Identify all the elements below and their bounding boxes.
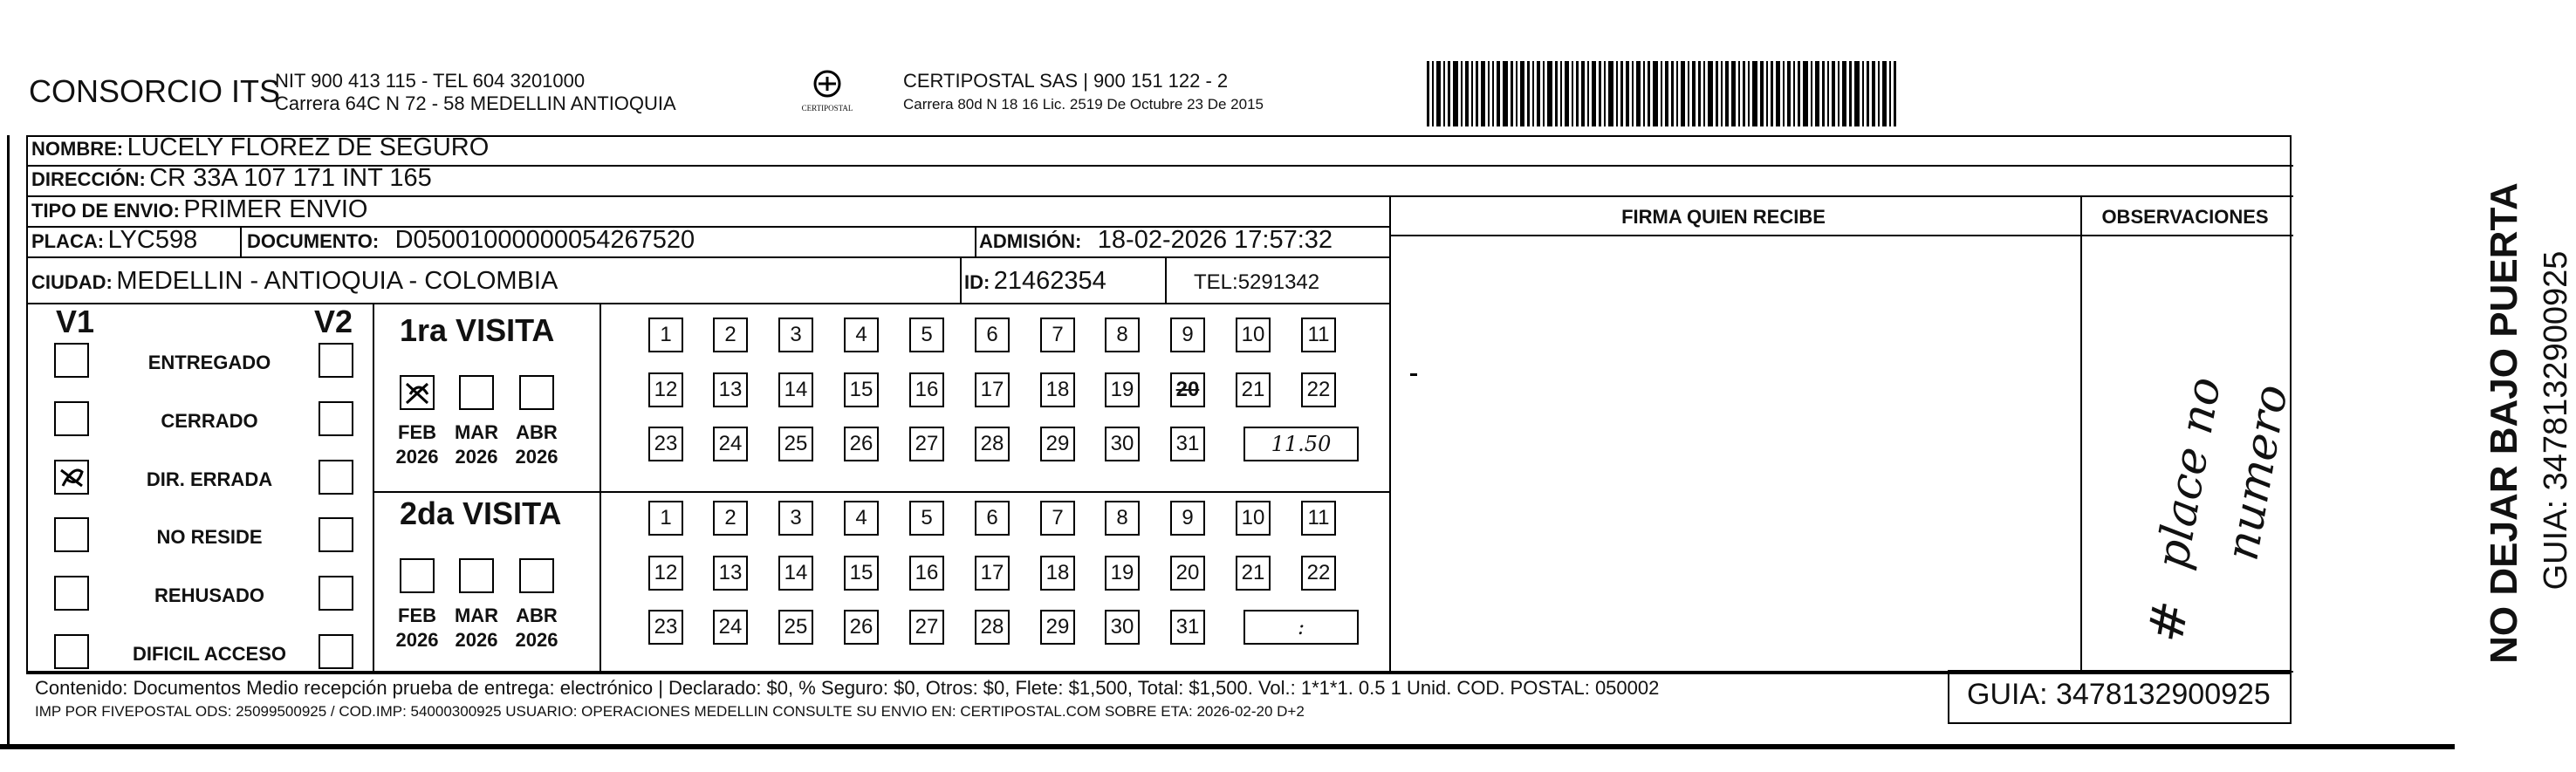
barcode-bar	[1738, 61, 1740, 126]
barcode-bar	[1703, 61, 1705, 126]
v2-checkbox[interactable]	[319, 634, 353, 669]
day-box[interactable]: 8	[1105, 501, 1140, 536]
day-box[interactable]: 10	[1236, 501, 1271, 536]
v1-header: V1	[56, 304, 95, 339]
certipostal-info	[903, 70, 1264, 113]
barcode-bar	[1643, 61, 1645, 126]
barcode-bar	[1872, 61, 1875, 126]
day-box[interactable]: 26	[844, 610, 879, 645]
barcode-bar	[1731, 61, 1736, 126]
day-box[interactable]: 25	[778, 610, 813, 645]
barcode-bar	[1520, 61, 1524, 126]
barcode-bar	[1448, 61, 1450, 126]
status-option-label: ENTREGADO	[147, 352, 271, 373]
barcode-bar	[1481, 61, 1485, 126]
month-year: 2026	[515, 629, 558, 651]
barcode-bar	[1555, 61, 1558, 126]
day-box[interactable]: 1	[648, 318, 683, 352]
barcode-bar	[1608, 61, 1613, 126]
day-box[interactable]: 5	[909, 501, 944, 536]
day-box[interactable]: 21	[1236, 556, 1271, 591]
placa-row	[31, 226, 197, 255]
barcode-bar	[1793, 61, 1795, 126]
day-box[interactable]: 11	[1301, 501, 1336, 536]
v2-checkbox[interactable]	[319, 576, 353, 611]
day-box[interactable]: 26	[844, 427, 879, 461]
barcode-bar	[1803, 61, 1808, 126]
barcode-bar	[1827, 61, 1829, 126]
day-box[interactable]: 31	[1170, 610, 1205, 645]
status-option-label: DIFICIL ACCESO	[132, 643, 286, 665]
barcode-bar	[1665, 61, 1668, 126]
nombre-row	[31, 133, 489, 162]
side-guia: GUIA: 3478132900925	[2538, 250, 2574, 591]
status-option-label: NO RESIDE	[156, 526, 263, 548]
barcode-bar	[1565, 61, 1569, 126]
barcode-bar	[1692, 61, 1696, 126]
day-box[interactable]: 8	[1105, 318, 1140, 352]
day-box[interactable]: 14	[778, 372, 813, 407]
barcode-bar	[1587, 61, 1589, 126]
nombre-label: NOMBRE:	[31, 138, 124, 160]
barcode-bar	[1716, 61, 1718, 126]
direccion-label: DIRECCIÓN:	[31, 168, 146, 190]
bottom-border	[0, 744, 2455, 749]
day-box[interactable]: 22	[1301, 372, 1336, 407]
day-box[interactable]: 4	[844, 318, 879, 352]
barcode-bar	[1537, 61, 1540, 126]
month-name: MAR	[454, 421, 499, 443]
month-name: ABR	[516, 605, 558, 626]
day-box[interactable]: 5	[909, 318, 944, 352]
barcode-bar	[1878, 61, 1880, 126]
barcode-bar	[1443, 61, 1445, 126]
day-box[interactable]: 17	[975, 556, 1010, 591]
barcode-bar	[1798, 61, 1800, 126]
barcode-bar	[1427, 61, 1429, 126]
barcode-bar	[1453, 61, 1458, 126]
barcode-bar	[1862, 61, 1864, 126]
company-contact	[275, 70, 676, 115]
day-box[interactable]: 12	[648, 556, 683, 591]
barcode-bar	[1572, 61, 1573, 126]
second-visit-title: 2da VISITA	[400, 495, 562, 531]
month-label	[391, 420, 443, 469]
barcode-bar	[1461, 61, 1463, 126]
day-box[interactable]: 15	[844, 372, 879, 407]
company-name: CONSORCIO ITS	[29, 73, 281, 109]
barcode-bar	[1599, 61, 1601, 126]
barcode-bar	[1832, 61, 1835, 126]
barcode-bar	[1688, 61, 1689, 126]
barcode	[1427, 61, 2112, 126]
first-visit-title: 1ra VISITA	[400, 312, 555, 348]
day-box[interactable]: 25	[778, 427, 813, 461]
barcode-bar	[1632, 61, 1634, 126]
barcode-bar	[1465, 61, 1469, 126]
ciudad-row	[31, 267, 558, 296]
month-year: 2026	[515, 446, 558, 468]
id-row	[964, 267, 1106, 296]
day-box[interactable]: 3	[778, 501, 813, 536]
footer-imp: IMP POR FIVEPOSTAL ODS: 25099500925 / COD.IMP: 54000300925 USUARIO: OPERACIONES MEDELLIN CONSULTE SU ENVIO EN: CERTIPOSTAL.COM SOBRE ETA: 2026-02-20 D+2	[35, 703, 1305, 720]
observaciones-header: OBSERVACIONES	[2101, 206, 2269, 228]
day-box[interactable]: 9	[1170, 501, 1205, 536]
nit-line: NIT 900 413 115 - TEL 604 3201000	[275, 70, 586, 92]
month-label	[510, 604, 563, 652]
barcode-bar	[1842, 61, 1846, 126]
barcode-bar	[1766, 61, 1768, 126]
day-box[interactable]: 1	[648, 501, 683, 536]
day-box[interactable]: 4	[844, 501, 879, 536]
tipo-value: PRIMER ENVIO	[183, 195, 368, 223]
barcode-bar	[1854, 61, 1860, 126]
day-box[interactable]: 24	[713, 427, 748, 461]
v2-header: V2	[314, 304, 353, 339]
month-checkbox[interactable]	[400, 558, 435, 593]
barcode-bar	[1620, 61, 1623, 126]
certipostal-address: Carrera 80d N 18 16 Lic. 2519 De Octubre 23 De 2015	[903, 96, 1264, 113]
barcode-bar	[1516, 61, 1518, 126]
status-option-label: DIR. ERRADA	[146, 468, 273, 490]
barcode-bar	[1708, 61, 1713, 126]
tipo-row	[31, 195, 367, 224]
month-year: 2026	[455, 446, 498, 468]
admision-value: 18-02-2026 17:57:32	[1097, 226, 1333, 254]
barcode-bar	[1532, 61, 1534, 126]
barcode-bar	[1432, 61, 1434, 126]
month-label	[450, 420, 503, 469]
certipostal-line: CERTIPOSTAL SAS | 900 151 122 - 2	[903, 70, 1229, 92]
barcode-bar	[1776, 61, 1780, 126]
certipostal-logo	[792, 68, 862, 113]
day-box[interactable]: 2	[713, 318, 748, 352]
barcode-bar	[1752, 61, 1757, 126]
day-box[interactable]: 3	[778, 318, 813, 352]
barcode-bar	[1787, 61, 1791, 126]
barcode-bar	[1760, 61, 1764, 126]
barcode-bar	[1882, 61, 1887, 126]
ciudad-value: MEDELLIN - ANTIOQUIA - COLOMBIA	[116, 267, 558, 295]
observation-hash: #	[2137, 596, 2201, 647]
barcode-bar	[1604, 61, 1606, 126]
day-box[interactable]: 6	[975, 501, 1010, 536]
month-name: MAR	[454, 605, 499, 626]
observation-note-1: place no	[2146, 372, 2232, 574]
admision-row	[979, 226, 1333, 255]
placa-label: PLACA:	[31, 230, 105, 252]
v1-checkbox[interactable]	[54, 634, 89, 669]
barcode-bar	[1560, 61, 1562, 126]
barcode-bar	[1547, 61, 1552, 126]
barcode-bar	[1648, 61, 1650, 126]
barcode-bar	[1771, 61, 1773, 126]
tipo-label: TIPO DE ENVIO:	[31, 200, 180, 222]
month-checkbox[interactable]	[519, 558, 554, 593]
day-box[interactable]: 2	[713, 501, 748, 536]
barcode-bar	[1471, 61, 1473, 126]
documento-row	[247, 226, 695, 255]
v1-checkbox[interactable]	[54, 460, 89, 495]
day-box[interactable]: 16	[909, 372, 944, 407]
barcode-bar	[1867, 61, 1869, 126]
footer-content: Contenido: Documentos Medio recepción prueba de entrega: electrónico | Declarado: $0, % Seguro: $0, Otros: $0, Flete: $1,500, Total: $1,500. Vol.: 1*1*1. 0.5 1 Unid. COD. POSTAL: 050002	[35, 677, 1660, 699]
ink-dot	[1410, 373, 1417, 376]
day-box[interactable]: 10	[1236, 318, 1271, 352]
day-box[interactable]: 7	[1040, 318, 1075, 352]
v2-checkbox[interactable]	[319, 460, 353, 495]
logo-icon	[810, 68, 845, 99]
day-box[interactable]: 14	[778, 556, 813, 591]
day-box[interactable]: 28	[975, 427, 1010, 461]
day-box[interactable]: 13	[713, 556, 748, 591]
barcode-bar	[1838, 61, 1840, 126]
footer-guia: GUIA: 3478132900925	[1967, 678, 2271, 711]
tel-value: 5291342	[1237, 270, 1320, 294]
logo-text: CERTIPOSTAL	[801, 104, 853, 113]
ciudad-label: CIUDAD:	[31, 271, 113, 293]
month-checkbox[interactable]	[459, 558, 494, 593]
barcode-bar	[1811, 61, 1812, 126]
left-edge	[7, 135, 10, 746]
tel-row	[1194, 270, 1319, 295]
barcode-bar	[1894, 61, 1896, 126]
v2-checkbox[interactable]	[319, 401, 353, 436]
month-label	[391, 604, 443, 652]
day-box[interactable]: 29	[1040, 610, 1075, 645]
day-box[interactable]: 28	[975, 610, 1010, 645]
day-box[interactable]: 23	[648, 610, 683, 645]
day-box[interactable]: 19	[1105, 556, 1140, 591]
month-checkbox[interactable]	[519, 375, 554, 410]
month-name: FEB	[398, 605, 436, 626]
documento-label: DOCUMENTO:	[247, 230, 380, 252]
observation-note-2: numero	[2216, 380, 2299, 565]
barcode-bar	[1436, 61, 1441, 126]
day-box[interactable]: 11	[1301, 318, 1336, 352]
status-option-label: CERRADO	[161, 410, 258, 432]
time-box[interactable]: 11.50	[1243, 427, 1359, 461]
month-name: ABR	[516, 421, 558, 443]
barcode-bar	[1698, 61, 1701, 126]
id-label: ID:	[964, 271, 990, 293]
nombre-value: LUCELY FLOREZ DE SEGURO	[127, 133, 490, 161]
direccion-row	[31, 164, 432, 193]
barcode-bar	[1653, 61, 1658, 126]
barcode-bar	[1681, 61, 1685, 126]
barcode-bar	[1488, 61, 1490, 126]
day-box[interactable]: 12	[648, 372, 683, 407]
day-box[interactable]: 17	[975, 372, 1010, 407]
admision-label: ADMISIÓN:	[979, 230, 1082, 252]
time-box[interactable]: :	[1243, 610, 1359, 645]
tel-label: TEL:	[1194, 270, 1238, 294]
v1-checkbox[interactable]	[54, 343, 89, 378]
v1-checkbox[interactable]	[54, 401, 89, 436]
barcode-bar	[1849, 61, 1852, 126]
month-label	[510, 420, 563, 469]
barcode-bar	[1497, 61, 1500, 126]
barcode-bar	[1581, 61, 1585, 126]
documento-value: D05001000000054267520	[394, 226, 695, 254]
barcode-bar	[1636, 61, 1641, 126]
barcode-bar	[1671, 61, 1674, 126]
barcode-bar	[1543, 61, 1545, 126]
v2-checkbox[interactable]	[319, 517, 353, 552]
firma-header: FIRMA QUIEN RECIBE	[1621, 206, 1826, 228]
barcode-bar	[1476, 61, 1478, 126]
barcode-bar	[1592, 61, 1596, 126]
month-year: 2026	[395, 629, 439, 651]
placa-value: LYC598	[107, 226, 198, 254]
barcode-bar	[1748, 61, 1750, 126]
barcode-bar	[1815, 61, 1819, 126]
barcode-bar	[1725, 61, 1729, 126]
day-box[interactable]: 6	[975, 318, 1010, 352]
day-box[interactable]: 18	[1040, 556, 1075, 591]
day-box[interactable]: 9	[1170, 318, 1205, 352]
status-option-label: REHUSADO	[154, 584, 264, 606]
v1-checkbox[interactable]	[54, 517, 89, 552]
day-box[interactable]: 21	[1236, 372, 1271, 407]
barcode-bar	[1676, 61, 1678, 126]
v1-checkbox[interactable]	[54, 576, 89, 611]
day-box[interactable]: 19	[1105, 372, 1140, 407]
barcode-bar	[1626, 61, 1629, 126]
month-label	[450, 604, 503, 652]
barcode-bar	[1783, 61, 1785, 126]
day-box[interactable]: 23	[648, 427, 683, 461]
barcode-bar	[1721, 61, 1723, 126]
day-box[interactable]: 27	[909, 427, 944, 461]
day-box[interactable]: 18	[1040, 372, 1075, 407]
day-box[interactable]: 20	[1170, 372, 1205, 407]
day-box[interactable]: 30	[1105, 610, 1140, 645]
day-box[interactable]: 29	[1040, 427, 1075, 461]
day-box[interactable]: 31	[1170, 427, 1205, 461]
barcode-bar	[1503, 61, 1508, 126]
day-box[interactable]: 13	[713, 372, 748, 407]
company-address: Carrera 64C N 72 - 58 MEDELLIN ANTIOQUIA	[275, 92, 676, 114]
month-year: 2026	[455, 629, 498, 651]
barcode-bar	[1889, 61, 1891, 126]
barcode-bar	[1743, 61, 1745, 126]
direccion-value: CR 33A 107 171 INT 165	[149, 164, 432, 192]
v2-checkbox[interactable]	[319, 343, 353, 378]
month-year: 2026	[395, 446, 439, 468]
barcode-bar	[1492, 61, 1494, 126]
day-box[interactable]: 7	[1040, 501, 1075, 536]
barcode-bar	[1661, 61, 1662, 126]
month-checkbox[interactable]	[459, 375, 494, 410]
day-box[interactable]: 15	[844, 556, 879, 591]
day-box[interactable]: 20	[1170, 556, 1205, 591]
barcode-bar	[1576, 61, 1579, 126]
day-box[interactable]: 30	[1105, 427, 1140, 461]
day-box[interactable]: 16	[909, 556, 944, 591]
day-box[interactable]: 22	[1301, 556, 1336, 591]
id-value: 21462354	[993, 267, 1106, 295]
barcode-bar	[1822, 61, 1825, 126]
no-dejar-bajo-puerta: NO DEJAR BAJO PUERTA	[2483, 182, 2525, 664]
month-name: FEB	[398, 421, 436, 443]
barcode-bar	[1527, 61, 1530, 126]
day-box[interactable]: 24	[713, 610, 748, 645]
barcode-bar	[1616, 61, 1618, 126]
month-checkbox[interactable]	[400, 375, 435, 410]
barcode-bar	[1511, 61, 1513, 126]
day-box[interactable]: 27	[909, 610, 944, 645]
